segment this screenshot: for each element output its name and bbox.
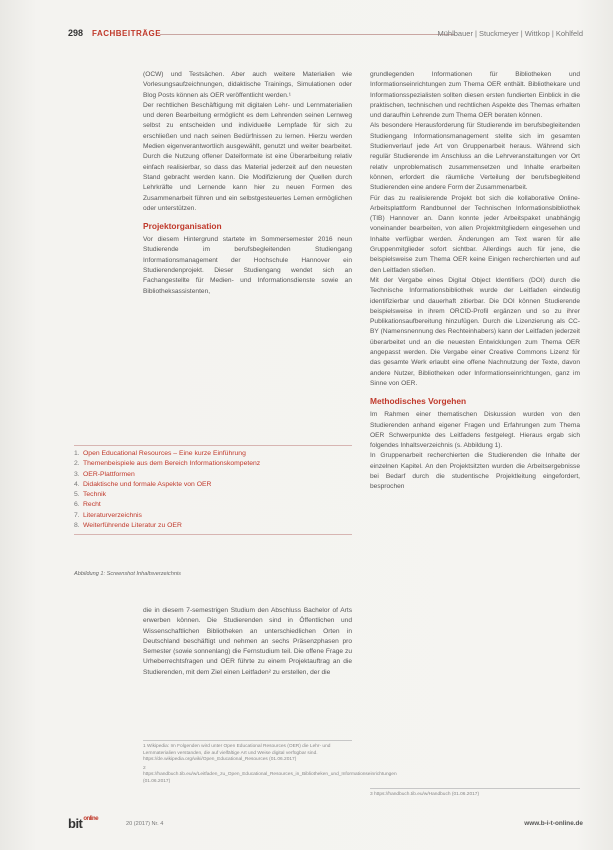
footnote: 1 Wikipedia: Im Folgenden wird unter Open Educational Resources (OER) die Lehr- und Lernmaterialien verstanden, die auf vielfältige Art und Weise digital verfügbar sind. https://de.wikipedia.org/wiki/Open_Educational_Resources (01.06.2017) (143, 744, 331, 763)
journal-logo: bit$^{online}$ (68, 816, 99, 831)
section-label: FACHBEITRÄGE (92, 29, 162, 38)
paragraph: die in diesem 7-semestrigen Studium den Abschluss Bachelor of Arts erwerben können. Die Studierenden sind in Öffentlichen und Wissenschaftlichen Bibliotheken an unterschiedlichen Orten in Deutschland beschäftigt und nehmen an sechs Präsenzphasen pro Semester (sowie sonnenlang) die Fernstudium teil. Die offene Frage zu Urheberrechtsfragen und OER führte zu einem Projektauftrag an die Studierenden, mit dem Ziel einen Leitfaden² zu erstellen, der die (143, 607, 352, 676)
paragraph: Als besondere Herausforderung für Studierende im berufsbegleitenden Studiengang Informationsmanagement stellte sich im gesamten Studienverlauf jede Art von Gruppenarbeit heraus. Während sich regulär Studierende im Anschluss an die Lehrveranstaltungen vor Ort relativ unproblematisch zusammensetzen und Inhalte erarbeiten können, erfordert die räumliche Verteilung der berufsbegleitend Studierenden eine andere Form der Zusammenarbeit. (370, 122, 580, 192)
page-header (68, 28, 583, 40)
header-authors: Mühlbauer | Stuckmeyer | Wittkop | Kohlfeld (437, 29, 583, 38)
toc-item: 1. Open Educational Resources – Eine kurze Einführung (74, 450, 246, 457)
toc-figure (74, 445, 352, 535)
paragraph: grundlegenden Informationen für Bibliotheken und Informationseinrichtungen zum Thema OER enthält. Bibliothekare und Informationsspezialisten sollten diesen ersten fundierten Einblick in die praktischen, technischen und rechtlichen Aspekte des Themas erhalten und daraufhin Lehrende zum Thema OER beraten können. (370, 71, 580, 120)
toc-item: 4. Didaktische und formale Aspekte von OER (74, 480, 212, 488)
toc-item: 5. Technik (74, 491, 107, 499)
left-column-top (143, 70, 352, 297)
paragraph: Der rechtlichen Beschäftigung mit digitalen Lehr- und Lernmaterialien und deren Bearbeitung ermöglicht es dem Lehrenden seinen Lernweg selbst zu entscheiden und individuelle Lernpfade für sich zu erschließen und nach seinen Bedürfnissen zu lernen. Hierzu werden Medien eigenverantwortlich ausgewählt, genutzt und weiter bearbeitet. Durch die Nutzung offener Dateiformate ist eine Überarbeitung relativ einfach realisierbar, so dass das Material jederzeit auf den neuesten Stand gebracht werden kann. Die Modifizierung der Quellen durch Lehrkräfte und Lernende kann hier zu neuen Formen des Zusammenarbeit führen und ein selbstgesteuertes Lernen ermöglichen oder unterstützen. (143, 101, 352, 212)
paragraph: Vor diesem Hintergrund startete im Sommersemester 2016 neun Studierende im berufsbegleitenden Studiengang Informationsmanagement der Hochschule Hannover ein Studierendenprojekt. Dieser Studiengang wendet sich an Fachangestellte für Medien- und Informationsdienste sowie an Bibliotheksassistenten, (143, 236, 352, 295)
heading-projektorganisation: Projektorganisation (143, 221, 222, 232)
issue-info: 20 (2017) Nr. 4 (126, 821, 164, 827)
paragraph: Im Rahmen einer thematischen Diskussion wurden von den Studierenden anhand eigener Fragen und Erfahrungen zum Thema OER Schwerpunkte des Leitfadens festgelegt. Hieraus ergab sich folgendes Inhaltsverzeichnis (s. Abbildung 1). (370, 411, 580, 450)
figure-caption: Abbildung 1: Screenshot Inhaltsverzeichnis (74, 571, 181, 577)
paragraph: (OCW) und Testsächen. Aber auch weitere Materialien wie Vorlesungsaufzeichnungen, didaktische Trainings, Simulationen oder Blog Posts können als OER veröffentlicht werden.¹ (143, 71, 352, 99)
toc-item: 2. Themenbeispiele aus dem Bereich Informationskompetenz (74, 460, 261, 468)
toc-item: 6. Recht (74, 501, 101, 509)
footnote: 2 https://handbuch.tib.eu/w/Leitfaden_zu_Open_Educational_Resources_in_Bibliotheken_und_Informationseinrichtungen (01.06.2017) (143, 765, 397, 784)
journal-url[interactable]: www.b-i-t-online.de (524, 820, 583, 827)
footnotes-left (143, 740, 397, 788)
footnote: 3 https://handbuch.tib.eu/w/Handbuch (01.06.2017) (370, 792, 480, 797)
page-footer (68, 816, 583, 830)
toc-item: 3. OER-Plattformen (74, 470, 135, 478)
paragraph: Für das zu realisierende Projekt bot sich die kollaborative Online-Arbeitsplattform Randbunnel der Technischen Informationsbibliothek (TIB) Hannover an. Dann konnte jeder Arbeitspaket unabhängig voneinander bearbeiten, von allen Projektmitgliedern eingesehen und Inhalte verfügbar werden. Änderungen am Text waren für alle Gruppenmitglieder sofort sichtbar. Allerdings auch für jene, die beispielsweise zum Thema OER keine Einigen recherchierten und auf den Leitfaden stießen. (370, 194, 580, 274)
paragraph: In Gruppenarbeit recherchierten die Studierenden die Inhalte der einzelnen Kapitel. An den Projektsitzten wurden die Arbeitsergebnisse bei Bedarf durch die studentische Projektleitung eingefordert, besprochen (370, 452, 580, 491)
left-column-bottom (143, 606, 352, 678)
paragraph: Mit der Vergabe eines Digital Object Identifiers (DOI) durch die Technische Informationsbibliothek wurde der Leitfaden eindeutig identifizierbar und dauerhaft zitierbar. Die DOI können Studierende beispielsweise in ihrem ORCID-Profil ergänzen und so zu ihrer Publikationsaufbereitung hinzufügen. Durch die Lizenzierung als CC-BY (Namensnennung des Rechteinhabers) kann der Leitfaden jederzeit überarbeitet und an die neuesten Entwicklungen zum Thema OER angepasst werden. Die Vergabe einer Creative Commons Lizenz für das gesamte Werk erlaubt eine offene Nachnutzung der Texte, davon andere Nutzer, Bibliotheken oder Informationseinrichtungen, ganz im Sinne von OER. (370, 276, 580, 387)
toc-item: 8. Weiterführende Literatur zu OER (74, 522, 182, 530)
toc-item: 7. Literaturverzeichnis (74, 511, 142, 519)
footnotes-right (370, 788, 580, 801)
header-rule (160, 34, 455, 35)
heading-methodisches-vorgehen: Methodisches Vorgehen (370, 396, 467, 407)
right-column (370, 70, 580, 493)
page-number: 298 (68, 28, 84, 38)
